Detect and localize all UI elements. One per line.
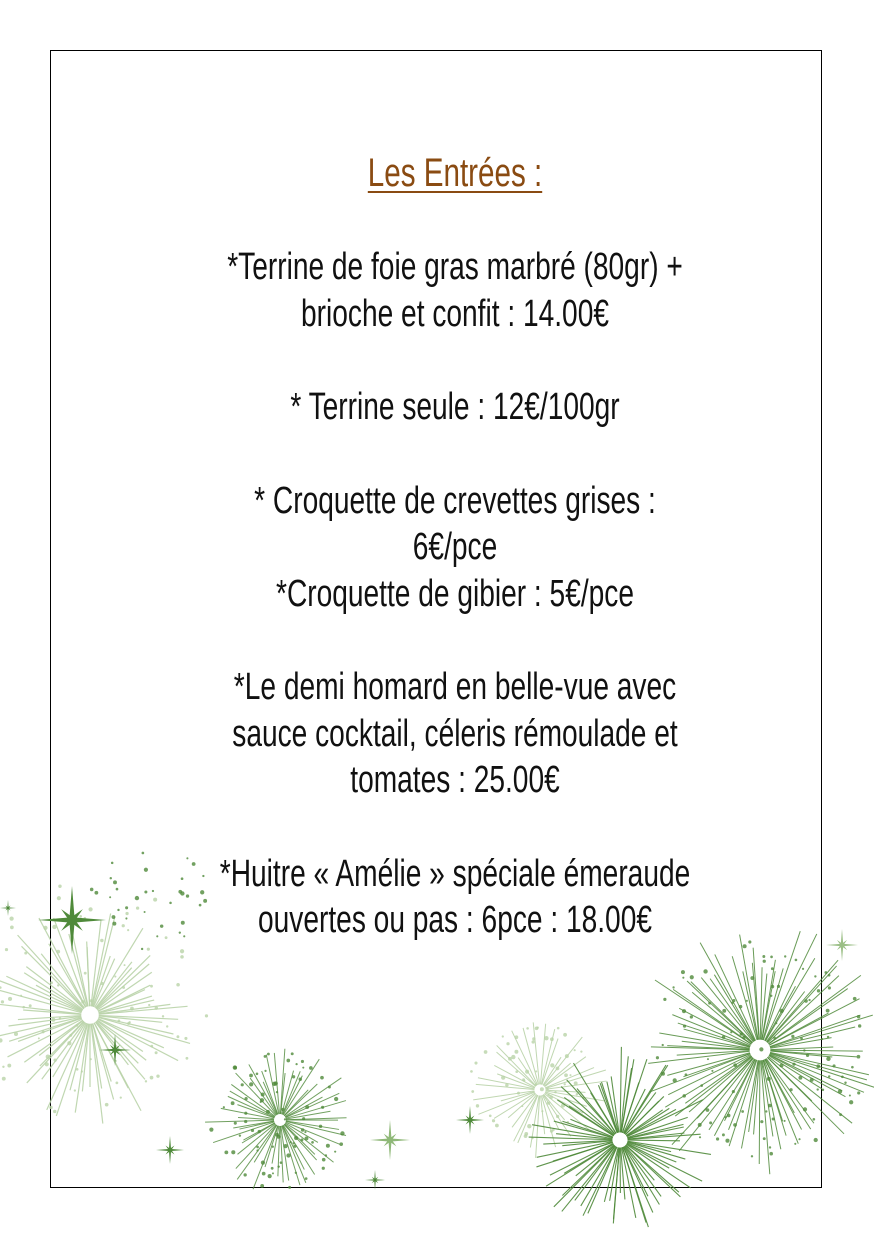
menu-item-line: 6€/pce [412,526,498,568]
section-title: Les Entrées : [367,151,543,195]
menu-item-line: * Croquette de crevettes grises : [254,479,656,522]
menu-item-line: ouvertes ou pas : 6pce : 18.00€ [258,899,652,941]
menu-item-line: brioche et confit : 14.00€ [301,292,609,335]
menu-item-line: *Huitre « Amélie » spéciale émeraude [219,852,691,895]
menu-item-terrine [150,384,760,431]
menu-item-line: tomates : 25.00€ [350,759,560,801]
menu-item-foie-gras [150,244,760,337]
menu-item-line: *Croquette de gibier : 5€/pce [276,572,634,615]
menu-item-croquette-crevettes [150,478,760,571]
sparkle-star [826,929,858,961]
menu-item-line: sauce cocktail, céleris rémoulade et [232,712,678,755]
menu-item-croquette-gibier [150,571,760,618]
menu-item-line: *Le demi homard en belle-vue avec [233,666,677,708]
sparkle-star [0,900,16,916]
menu-item-huitre [150,851,760,944]
menu-item-line: *Terrine de foie gras marbré (80gr) + [227,246,683,288]
menu-content [219,148,691,991]
menu-item-line: * Terrine seule : 12€/100gr [290,386,620,428]
menu-item-homard [150,664,760,804]
